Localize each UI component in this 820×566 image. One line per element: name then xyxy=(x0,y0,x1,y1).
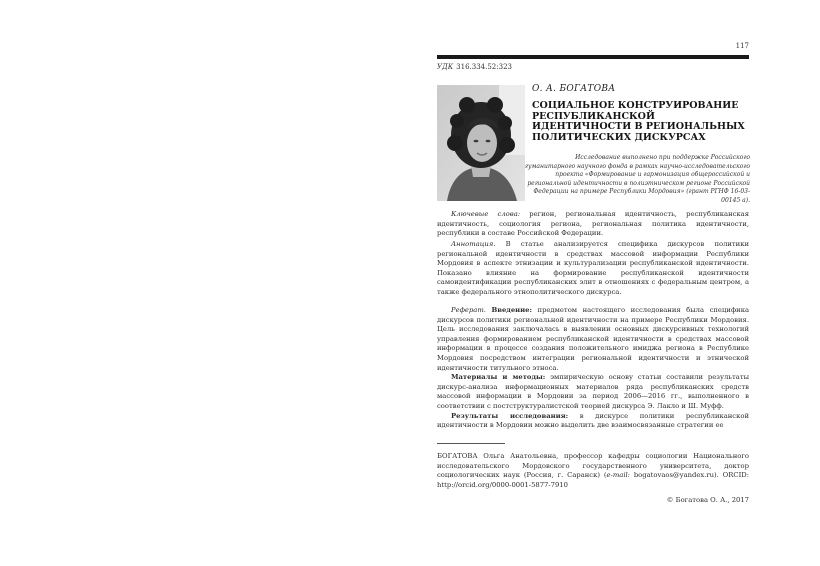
author-footnote xyxy=(437,452,749,490)
methods-paragraph xyxy=(437,373,749,411)
intro-text: предметом настоящего исследования была специфика дискурсов политики региональной идентичности на примере Республики Мордовия. Цель исследования заключалась в выявлении основных дискурсивных технологий управления формированием республиканской идентичности в средствах массовой информации в процессе создания положительного имиджа региона в Республике Мордовия посредством интеграции региональной идентичности и этнической идентичности титульного этноса. xyxy=(437,306,749,372)
keywords-section xyxy=(437,210,749,239)
footnote-email[interactable]: bogatovaos@yandex.ru xyxy=(629,471,715,480)
article-title: СОЦИАЛЬНОЕ КОНСТРУИРОВАНИЕ РЕСПУБЛИКАНСКОЙ ИДЕНТИЧНОСТИ В РЕГИОНАЛЬНЫХ ПОЛИТИЧЕСКИХ ДИСКУРСАХ xyxy=(532,100,745,143)
author-name: О. А. БОГАТОВА xyxy=(532,84,616,94)
results-paragraph xyxy=(437,412,749,431)
page-header xyxy=(437,43,749,59)
footnote-email-label: e-mail: xyxy=(606,471,630,480)
copyright: © Богатова О. А., 2017 xyxy=(666,496,749,504)
referat-lead: Реферат. xyxy=(451,306,486,314)
intro-paragraph xyxy=(437,306,749,373)
portrait-svg xyxy=(437,85,525,201)
keywords-lead: Ключевые слова: xyxy=(451,210,521,218)
annotation-lead: Аннотация. xyxy=(451,240,496,248)
results-heading: Результаты исследования: xyxy=(451,411,569,420)
intro-heading: Введение: xyxy=(491,306,532,314)
udc-label: УДК xyxy=(437,63,454,71)
page-number: 117 xyxy=(735,42,749,50)
udc-code xyxy=(437,63,512,71)
methods-heading: Материалы и методы: xyxy=(451,373,546,382)
author-portrait-icon xyxy=(437,85,525,201)
results-text: в дискурсе политики республиканской идентичности в Мордовии можно выделить две взаимосвязанные стратегии ее xyxy=(437,411,749,430)
udc-value: 316.334.52:323 xyxy=(456,63,512,71)
footnote-orcid: ). ORCID: http://orcid.org/0000-0001-5877-7910 xyxy=(437,471,749,489)
article-body xyxy=(437,306,749,431)
footnote-text: БОГАТОВА Ольга Анатольевна, профессор кафедры социологии Национального исследовательского Мордовского государственного университета, доктор социологических наук (Россия, г. Саранск) ( xyxy=(437,452,749,480)
grant-note: Исследование выполнено при поддержке Российского гуманитарного научного фонда в рамках научно-исследовательского проекта «Формирование и гармонизация общероссийской и региональной идентичности в полиэтническом регионе Российской Федерации на примере Республики Мордовия» (грант РГНФ 16-03-00145 а). xyxy=(524,154,750,204)
keywords-text: регион, региональная идентичность, республиканская идентичность, социология региона, региональная политика идентичности, республики в составе Российской Федерации. xyxy=(437,210,749,238)
footnote-divider xyxy=(437,443,505,444)
methods-text: эмпирическую основу статьи составили результаты дискурс-анализа информационных материалов ряда республиканских средств массовой информации в Мордовии за период 2006—2016 гг., выполненного в соответствии с постструктуралистской теорией дискурса Э. Лакло и Ш. Муфф. xyxy=(437,373,749,410)
annotation-text: В статье анализируется специфика дискурсов политики региональной идентичности в средствах массовой информации Республики Мордовия в аспекте этнизации и культурализации республиканской идентичности. Показано влияние на формирование республиканской идентичности самоидентификации республиканских элит в отношениях с федеральным центром, а также федерального этнополитического дискурса. xyxy=(437,240,749,296)
annotation-section xyxy=(437,240,749,298)
